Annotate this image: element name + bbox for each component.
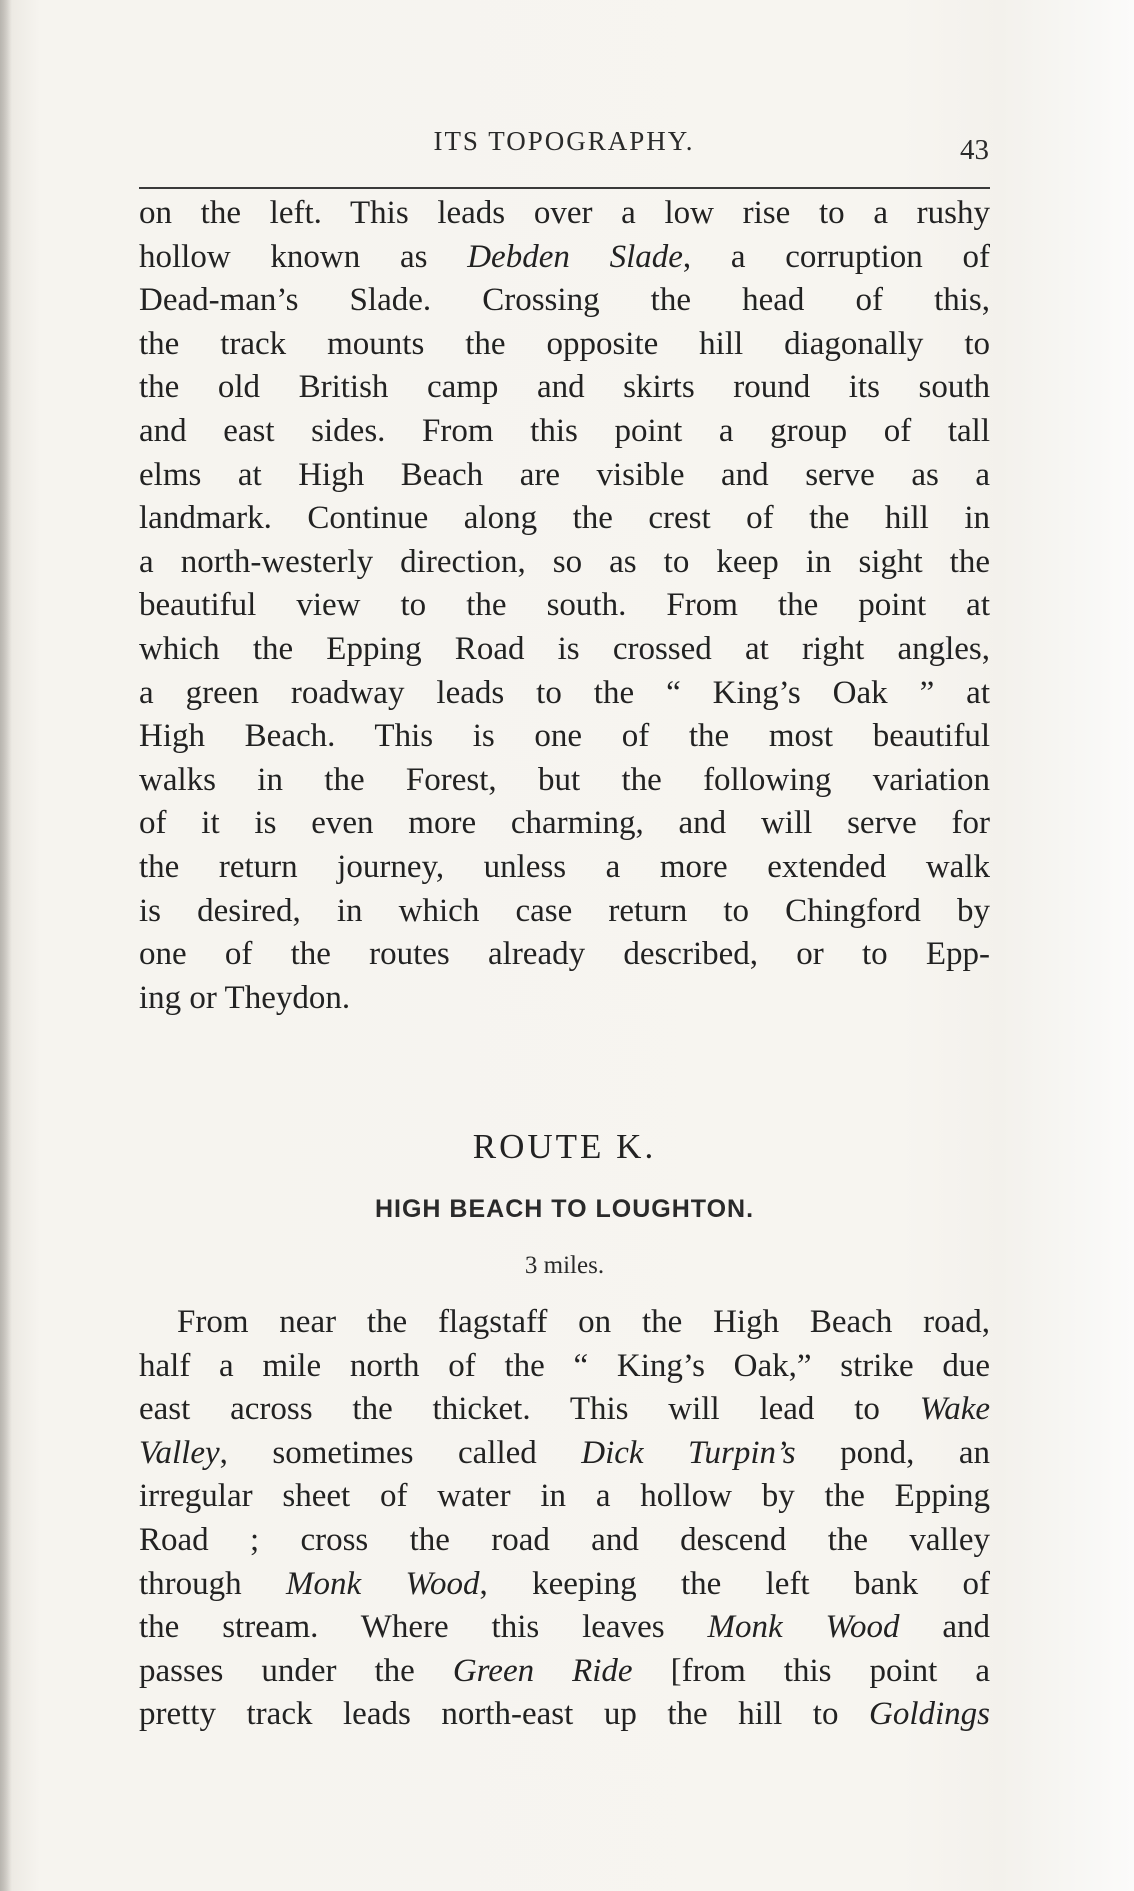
running-title: ITS TOPOGRAPHY. <box>433 126 695 156</box>
place-name: Debden Slade <box>467 238 683 275</box>
route-distance: 3 miles. <box>524 1252 605 1279</box>
text-line: walks in the Forest, but the following variation <box>139 761 990 798</box>
text-line: which the Epping Road is crossed at right angles, <box>139 630 990 667</box>
text-line: of it is even more charming, and will serve for <box>139 805 990 842</box>
place-name: Wake <box>919 1391 990 1428</box>
text-line: elms at High Beach are visible and serve as a <box>139 456 990 493</box>
text-line: Road ; cross the road and descend the valley <box>139 1521 990 1558</box>
place-name: Monk Wood <box>286 1565 480 1602</box>
text-line: passes under the Green Ride [from this point a <box>139 1652 990 1689</box>
text-line: on the left. This leads over a low rise to a rushy <box>139 195 990 231</box>
text-line: and east sides. From this point a group of tall <box>139 412 990 449</box>
text-line: through Monk Wood, keeping the left bank of <box>139 1565 990 1602</box>
text-line: Valley, sometimes called Dick Turpin’s pond, an <box>139 1434 990 1471</box>
text-line: pretty track leads north-east up the hill to Goldings <box>139 1696 990 1733</box>
text-line: High Beach. This is one of the most beautiful <box>139 718 990 755</box>
text-line: the track mounts the opposite hill diagonally to <box>139 325 990 362</box>
text-line: the stream. Where this leaves Monk Wood and <box>139 1609 990 1646</box>
text-line: Dead-man’s Slade. Crossing the head of this, <box>139 282 990 319</box>
place-name: Valley <box>139 1434 220 1471</box>
text-line: the return journey, unless a more extended walk <box>139 848 990 885</box>
text-line: east across the thicket. This will lead to Wake <box>139 1391 990 1428</box>
text-line: the old British camp and skirts round its south <box>139 369 990 406</box>
text-line: a green roadway leads to the “ King’s Oak ” at <box>139 674 990 711</box>
text-line: one of the routes already described, or to Epp- <box>139 936 990 973</box>
text-line: irregular sheet of water in a hollow by the Epping <box>139 1478 990 1515</box>
place-name: Goldings <box>868 1696 990 1733</box>
header-rule <box>139 187 990 189</box>
text-line: a north-westerly direction, so as to keep in sight the <box>139 543 990 580</box>
route-heading: ROUTE K. <box>472 1127 657 1166</box>
text-line: hollow known as Debden Slade, a corruption of <box>139 238 990 275</box>
text-line: is desired, in which case return to Chingford by <box>139 892 990 929</box>
text-line: half a mile north of the “ King’s Oak,” strike due <box>139 1347 990 1384</box>
text-line: landmark. Continue along the crest of the hill in <box>139 500 990 537</box>
text-line: From near the flagstaff on the High Beach road, <box>177 1304 990 1340</box>
paragraph-continued <box>139 192 990 1020</box>
gutter-shadow <box>0 0 12 1891</box>
route-subheading: HIGH BEACH TO LOUGHTON. <box>374 1195 755 1223</box>
route-paragraph <box>139 1301 990 1737</box>
text-line: beautiful view to the south. From the point at <box>139 587 990 624</box>
place-name: Dick Turpin’s <box>581 1434 796 1471</box>
place-name: Monk Wood <box>707 1609 900 1646</box>
text-line: ing or Theydon. <box>139 979 351 1016</box>
page-number: 43 <box>960 134 989 166</box>
place-name: Green Ride <box>452 1652 633 1689</box>
running-head <box>139 126 989 166</box>
